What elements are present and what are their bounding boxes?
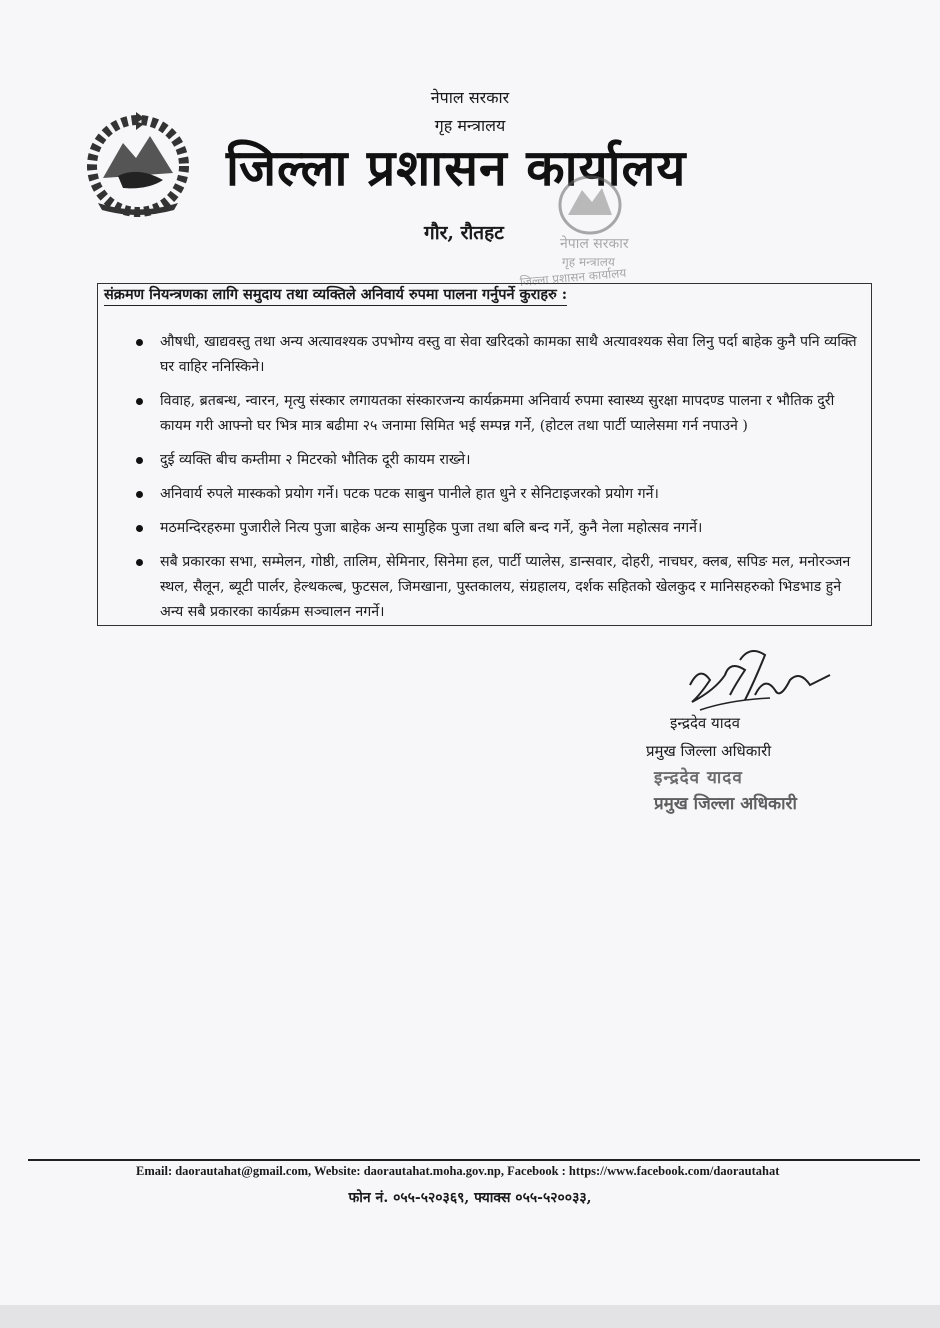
bullet-icon — [136, 457, 143, 464]
list-item — [136, 482, 863, 507]
bullet-icon — [136, 525, 143, 532]
item-text: मठमन्दिरहरुमा पुजारीले नित्य पुजा बाहेक अन्य सामुहिक पुजा तथा बलि बन्द गर्ने, कुनै नेला महोत्सव नगर्ने। — [160, 520, 703, 536]
list-item — [136, 448, 863, 473]
signer-title: प्रमुख जिल्ला अधिकारी — [646, 742, 772, 760]
item-text: विवाह, ब्रतबन्ध, न्वारन, मृत्यु संस्कार लगायतका संस्कारजन्य कार्यक्रममा अनिवार्य रुपमा स्वास्थ्य सुरक्षा मापदण्ड पालना र भौतिक दुरी कायम गरी आफ्नो घर भित्र मात्र बढीमा २५ जनामा सिमित भई सम्पन्न गर्ने, (होटल तथा पार्टी प्यालेसमा गर्न नपाउने ) — [160, 393, 835, 434]
item-text: औषधी, खाद्यवस्तु तथा अन्य अत्यावश्यक उपभोग्य वस्तु वा सेवा खरिदको कामका साथै अत्यावश्यक सेवा लिनु पर्दा बाहेक कुनै पनि व्यक्ति घर वाहिर ननिस्किने। — [160, 334, 857, 375]
ministry-name: गृह मन्त्रालय — [434, 116, 506, 135]
bullet-icon — [136, 559, 143, 566]
signer-name: इन्द्रदेव यादव — [670, 714, 740, 732]
item-text: दुई व्यक्ति बीच कम्तीमा २ मिटरको भौतिक दूरी कायम राख्ने। — [160, 452, 471, 468]
footer-contact: Email: daorautahat@gmail.com, Website: daorautahat.moha.gov.np, Facebook : https://www.facebook.com/daorautahat — [136, 1164, 780, 1178]
footer-phone: फोन नं. ०५५-५२०३६९, फ्याक्स ०५५-५२००३३, — [348, 1190, 592, 1206]
seal-title: प्रमुख जिल्ला अधिकारी — [654, 794, 797, 814]
item-text: अनिवार्य रुपले मास्कको प्रयोग गर्ने। पटक पटक साबुन पानीले हात धुने र सेनिटाइजरको प्रयोग गर्ने। — [160, 486, 659, 502]
item-text: सबै प्रकारका सभा, सम्मेलन, गोष्ठी, तालिम, सेमिनार, सिनेमा हल, पार्टी प्यालेस, डान्सवार, दोहरी, नाचघर, क्लब, सपिङ मल, मनोरञ्जन स्थल, सैलून, ब्यूटी पार्लर, हेल्थकल्ब, फुटसल, जिमखाना, पुस्तकालय, संग्रहालय, दर्शक सहितको खेलकुद र मानिसहरुको भिडभाड हुने अन्य सबै प्रकारका कार्यक्रम सञ्चालन नगर्ने। — [160, 554, 851, 620]
list-item — [136, 550, 863, 625]
bullet-icon — [136, 398, 143, 405]
svg-text:जिल्ला प्रशासन कार्यालय: जिल्ला प्रशासन कार्यालय — [519, 265, 627, 290]
notice-list — [136, 330, 863, 634]
office-location: गौर, रौतहट — [424, 222, 504, 244]
scan-edge — [0, 1305, 940, 1328]
government-name: नेपाल सरकार — [430, 88, 510, 107]
list-item — [136, 516, 863, 541]
footer-divider — [28, 1159, 920, 1161]
notice-box — [97, 283, 872, 626]
nepal-emblem-logo — [78, 108, 198, 218]
list-item — [136, 389, 863, 439]
notice-heading: संक्रमण नियन्त्रणका लागि समुदाय तथा व्यक्तिले अनिवार्य रुपमा पालना गर्नुपर्ने कुराहरु : — [104, 284, 567, 306]
svg-text:नेपाल सरकार: नेपाल सरकार — [560, 236, 629, 252]
bullet-icon — [136, 491, 143, 498]
bullet-icon — [136, 339, 143, 346]
office-stamp — [500, 170, 680, 300]
svg-text:गृह मन्त्रालय: गृह मन्त्रालय — [562, 255, 615, 269]
office-title: जिल्ला प्रशासन कार्यालय — [226, 138, 687, 197]
list-item — [136, 330, 863, 380]
seal-name: इन्द्रदेव यादव — [654, 768, 743, 788]
